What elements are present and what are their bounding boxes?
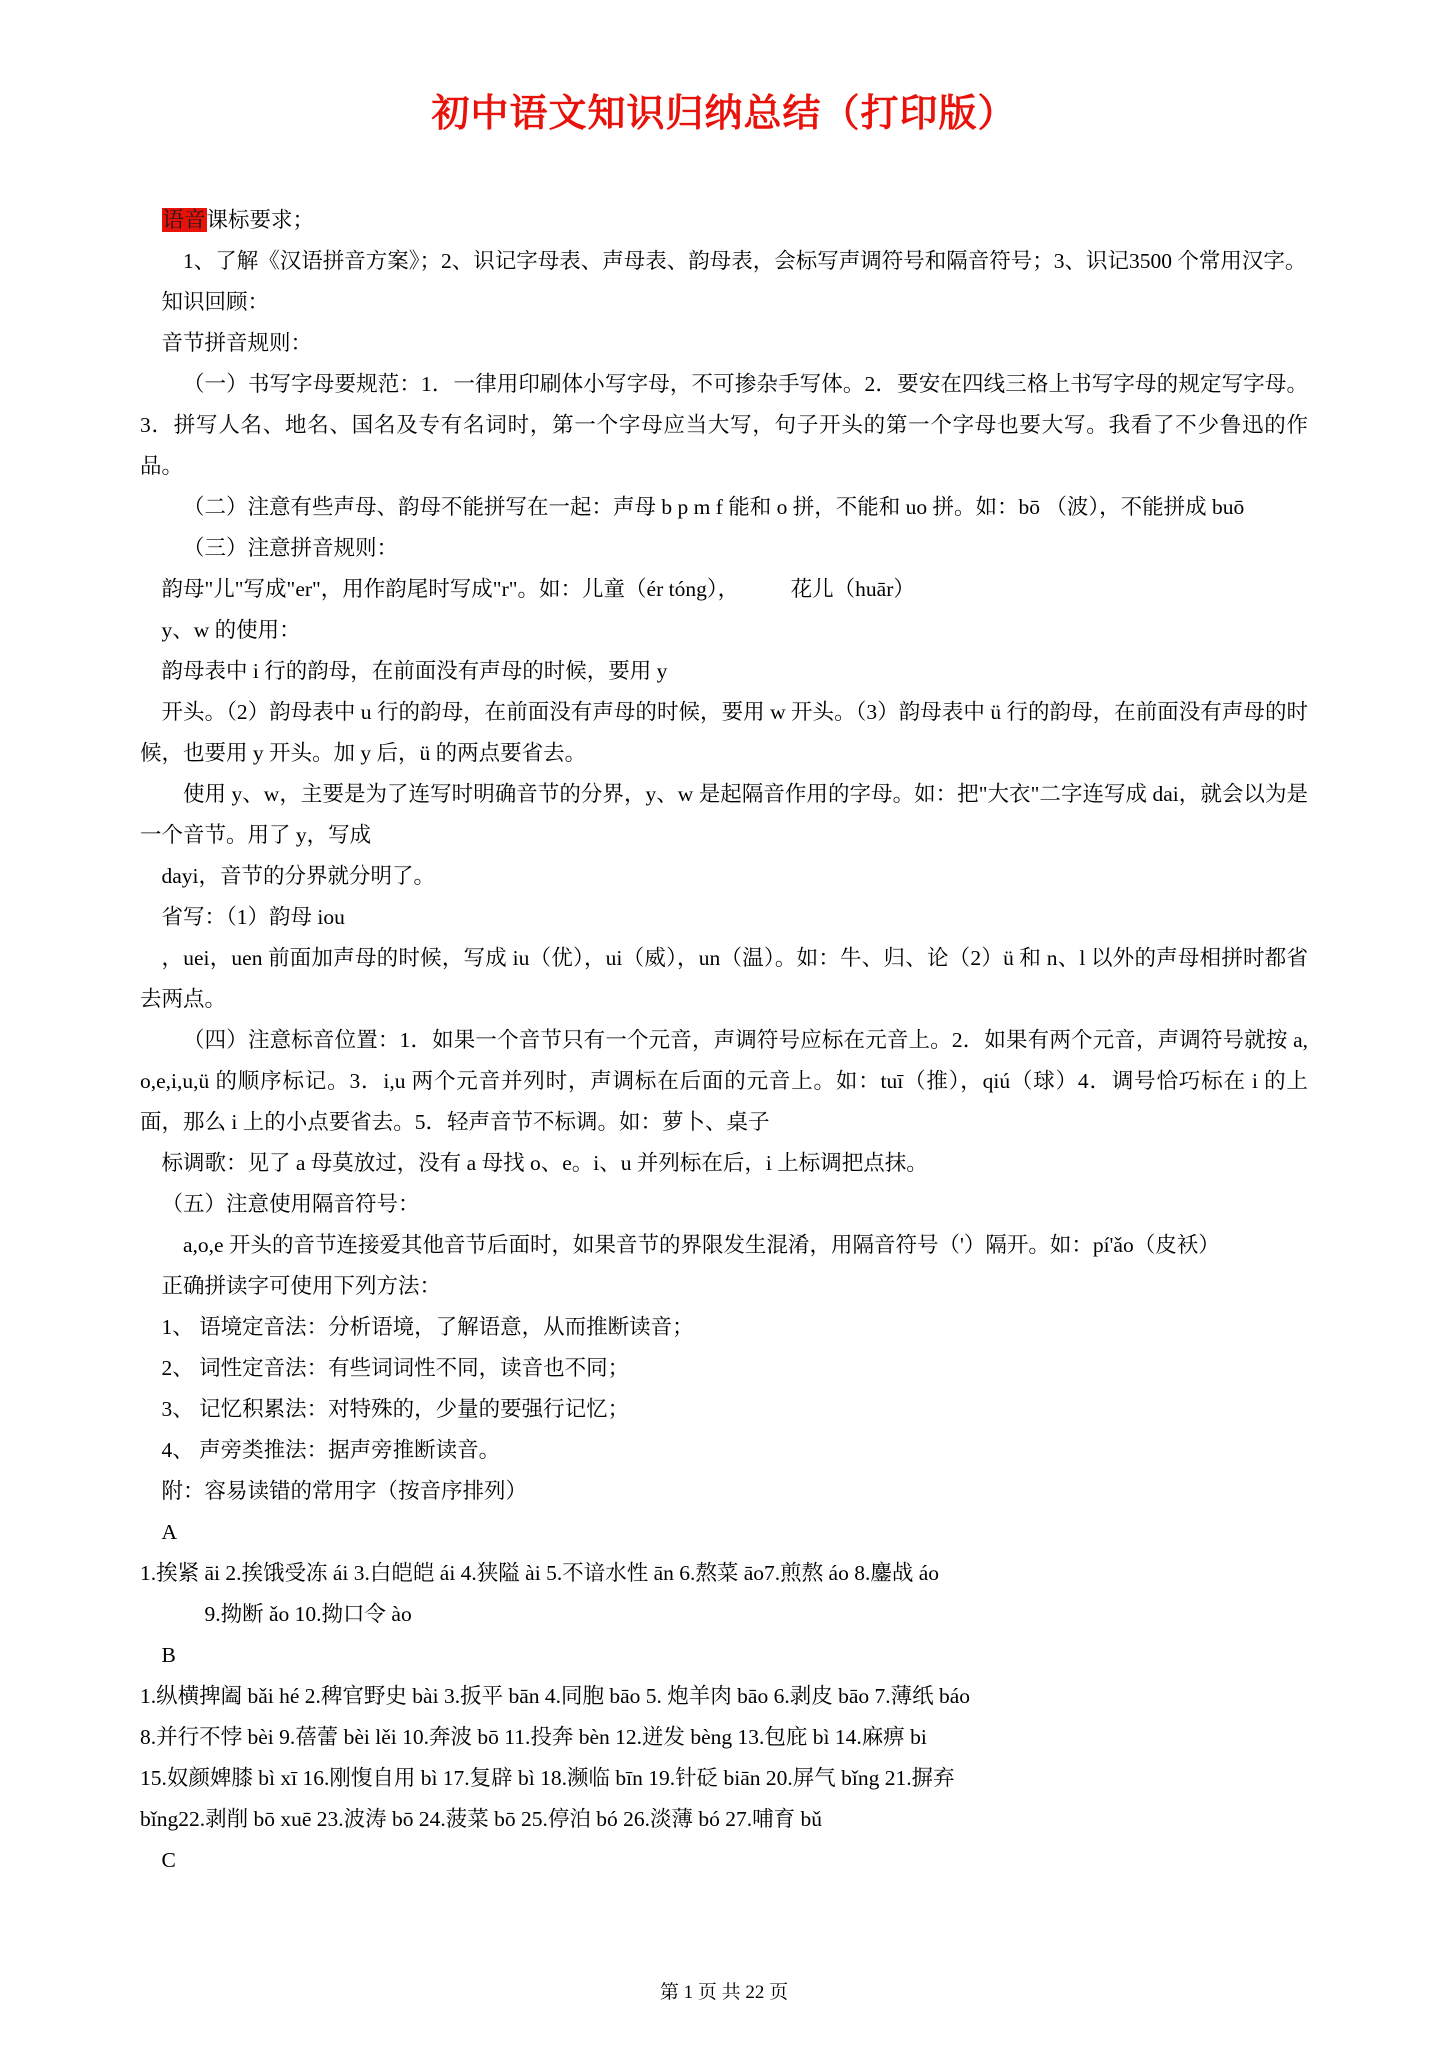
paragraph-methods-title: 正确拼读字可使用下列方法：: [161, 1273, 442, 1298]
paragraph-section-three-title: （三）注意拼音规则：: [183, 535, 399, 560]
paragraph-method-4: 4、 声旁类推法：据声旁推断读音。: [161, 1437, 501, 1462]
wordlist-b-entry-2: 8.并行不悖 bèi 9.蓓蕾 bèi lěi 10.奔波 bō 11.投奔 bèn 12.迸发 bèng 13.包庇 bì 14.麻痹 bi: [140, 1724, 927, 1749]
paragraph-method-1: 1、 语境定音法：分析语境，了解语意，从而推断读音；: [161, 1314, 694, 1339]
paragraph-dayi: dayi，音节的分界就分明了。: [161, 863, 436, 888]
paragraph-syllable-separator: a,o,e 开头的音节连接爱其他音节后面时，如果音节的界限发生混淆，用隔音符号（'）隔开。如：pí'ǎo（皮袄）: [183, 1232, 1220, 1257]
paragraph-er-rule: [140, 569, 1308, 610]
section-heading-yuyin: [140, 200, 1308, 241]
er-rule-example: 花儿（huār）: [790, 576, 915, 601]
page-footer: 第 1 页 共 22 页: [659, 1982, 789, 2003]
page-title: 初中语文知识归纳总结（打印版）: [431, 93, 1017, 135]
wordlist-letter-b: B: [161, 1642, 176, 1667]
paragraph-abbreviation-title: 省写：（1）韵母 iou: [161, 904, 345, 929]
paragraph-i-row: 韵母表中 i 行的韵母，在前面没有声母的时候，要用 y: [161, 658, 668, 683]
highlighted-label: 语音: [162, 207, 206, 232]
paragraph-abbreviation-rule: ，uei，uen 前面加声母的时候，写成 iu（优），ui（威），un（温）。如：牛、归、论（2）ü 和 n、l 以外的声母相拼时都省去两点。: [140, 945, 1308, 1011]
paragraph-tone-song: 标调歌：见了 a 母莫放过，没有 a 母找 o、e。i、u 并列标在后，i 上标调把点抹。: [161, 1150, 928, 1175]
paragraph-section-two: （二）注意有些声母、韵母不能拼写在一起：声母 b p m f 能和 o 拼，不能和 uo 拼。如：bō （波），不能拼成 buō: [183, 494, 1245, 519]
paragraph-section-five-title: （五）注意使用隔音符号：: [161, 1191, 420, 1216]
paragraph-standard-requirements: 1、了解《汉语拼音方案》；2、识记字母表、声母表、韵母表，会标写声调符号和隔音符号；3、识记3500 个常用汉字。: [183, 248, 1307, 273]
paragraph-yw-purpose: 使用 y、w，主要是为了连写时明确音节的分界，y、w 是起隔音作用的字母。如：把"大衣"二字连写成 dai，就会以为是一个音节。用了 y，写成: [140, 781, 1308, 847]
paragraph-u-row: 开头。（2）韵母表中 u 行的韵母，在前面没有声母的时候，要用 w 开头。（3）韵母表中 ü 行的韵母，在前面没有声母的时候，也要用 y 开头。加 y 后，ü 的两点要省去。: [140, 699, 1308, 765]
paragraph-appendix-title: 附：容易读错的常用字（按音序排列）: [161, 1478, 528, 1503]
wordlist-a-entry-2: 9.拗断 ǎo 10.拗口令 ào: [204, 1601, 412, 1626]
er-rule-main: 韵母"儿"写成"er"，用作韵尾时写成"r"。如：儿童（ér tóng），: [161, 576, 740, 601]
wordlist-b-entry-3: 15.奴颜婢膝 bì xī 16.刚愎自用 bì 17.复辟 bì 18.濒临 bīn 19.针砭 biān 20.屏气 bǐng 21.摒弃: [140, 1765, 955, 1790]
wordlist-letter-a: A: [161, 1519, 178, 1544]
wordlist-letter-c: C: [161, 1847, 176, 1872]
document-body: [140, 138, 1308, 1881]
paragraph-method-3: 3、 记忆积累法：对特殊的，少量的要强行记忆；: [161, 1396, 630, 1421]
paragraph-knowledge-review: 知识回顾：: [161, 289, 270, 314]
paragraph-section-one: （一）书写字母要规范：1．一律用印刷体小写字母，不可掺杂手写体。2．要安在四线三格上书写字母的规定写字母。3．拼写人名、地名、国名及专有名词时，第一个字母应当大写，句子开头的第一个字母也要大写。我看了不少鲁迅的作品。: [140, 371, 1308, 478]
wordlist-b-entry-4: bǐng22.剥削 bō xuē 23.波涛 bō 24.菠菜 bō 25.停泊 bó 26.淡薄 bó 27.哺育 bǔ: [140, 1806, 823, 1831]
wordlist-b-entry-1: 1.纵横捭阖 bǎi hé 2.稗官野史 bài 3.扳平 bān 4.同胞 bāo 5. 炮羊肉 bāo 6.剥皮 bāo 7.薄纸 báo: [140, 1683, 971, 1708]
paragraph-method-2: 2、 词性定音法：有些词词性不同，读音也不同；: [161, 1355, 630, 1380]
section-heading-rest: 课标要求；: [206, 207, 315, 232]
paragraph-yw-usage-title: y、w 的使用：: [161, 617, 301, 642]
paragraph-section-four: （四）注意标音位置：1．如果一个音节只有一个元音，声调符号应标在元音上。2．如果有两个元音，声调符号就按 a,o,e,i,u,ü 的顺序标记。3．i,u 两个元音并列时，声调标在后面的元音上。如：tuī（推），qiú（球）4．调号恰巧标在 i 的上面，那么 i 上的小点要省去。5．轻声音节不标调。如：萝卜、桌子: [140, 1027, 1308, 1134]
wordlist-a-entry-1: 1.挨紧 āi 2.挨饿受冻 ái 3.白皑皑 ái 4.狭隘 ài 5.不谙水性 ān 6.熬菜 āo7.煎熬 áo 8.鏖战 áo: [140, 1560, 939, 1585]
paragraph-syllable-rules-title: 音节拼音规则：: [161, 330, 313, 355]
